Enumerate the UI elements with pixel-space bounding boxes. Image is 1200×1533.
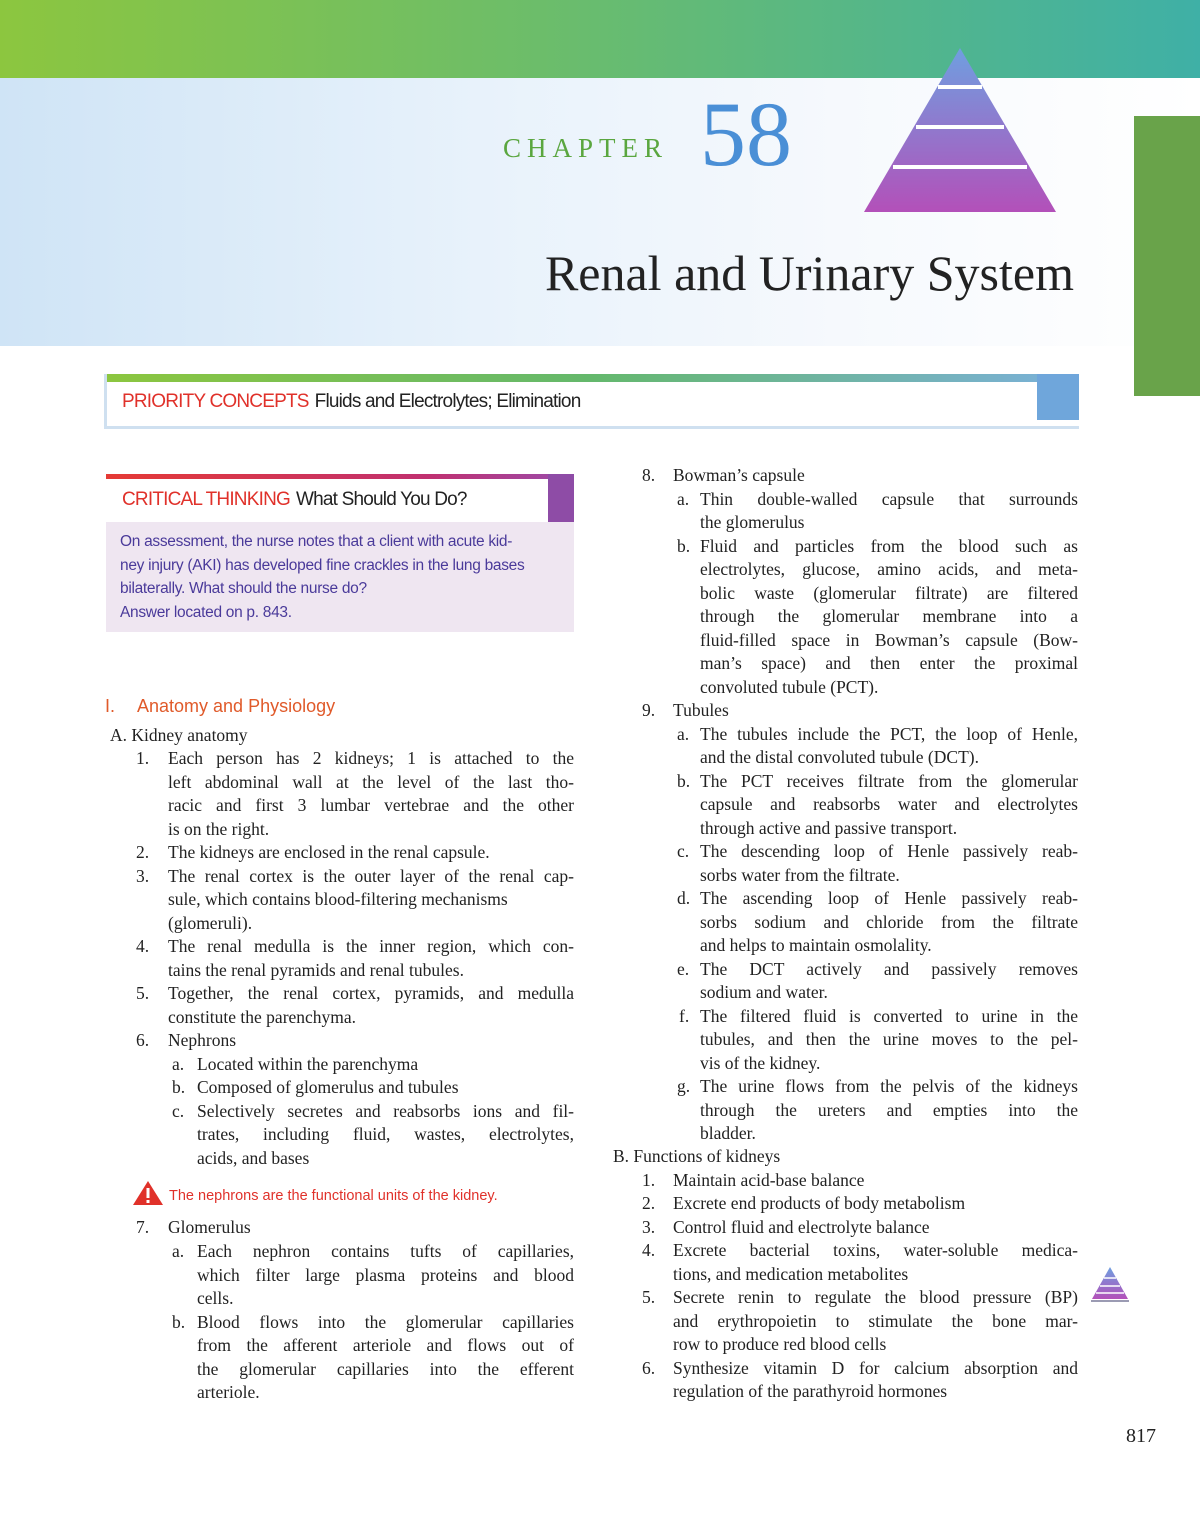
list-item: capsule and reabsorbs water and electrolytes — [700, 794, 1078, 814]
list-item: Composed of glomerulus and tubules — [197, 1077, 459, 1097]
list-item: Fluid and particles from the blood such as — [700, 536, 1078, 556]
critical-thinking-answer: Answer located on p. 843. — [120, 603, 292, 621]
list-marker: 1. — [136, 748, 150, 768]
list-marker: b. — [172, 1312, 186, 1332]
list-marker: 6. — [136, 1030, 150, 1050]
page-number: 817 — [1126, 1425, 1156, 1447]
critical-thinking-box — [106, 474, 574, 632]
list-item: Nephrons — [168, 1030, 237, 1050]
list-marker: a. — [677, 724, 690, 744]
list-item: tains the renal pyramids and renal tubules. — [168, 960, 464, 980]
list-item: (glomeruli). — [168, 913, 253, 933]
list-item: electrolytes, glucose, amino acids, and meta- — [700, 559, 1078, 579]
list-marker: d. — [677, 888, 691, 908]
list-item: sodium and water. — [700, 982, 828, 1002]
list-item: Secrete renin to regulate the blood pressure (BP) — [673, 1287, 1078, 1307]
list-item: bladder. — [700, 1123, 756, 1143]
list-item: the glomerular capillaries into the efferent — [197, 1359, 574, 1379]
list-marker: 5. — [136, 983, 150, 1003]
list-item: tubules, and then the urine moves to the pel- — [700, 1029, 1078, 1049]
list-item: and helps to maintain osmolality. — [700, 935, 932, 955]
list-marker: b. — [677, 771, 691, 791]
chapter-side-tab — [1134, 116, 1200, 396]
list-item: The urine flows from the pelvis of the kidneys — [700, 1076, 1078, 1096]
list-item: The tubules include the PCT, the loop of Henle, — [700, 724, 1078, 744]
list-item: Excrete bacterial toxins, water-soluble medica- — [673, 1240, 1078, 1260]
list-marker: b. — [172, 1077, 186, 1097]
list-item: Each person has 2 kidneys; 1 is attached to the — [168, 748, 574, 768]
chapter-label: CHAPTER — [503, 133, 669, 163]
list-item: Maintain acid-base balance — [673, 1170, 865, 1190]
pyramid-icon — [860, 44, 1060, 216]
list-marker: 9. — [642, 700, 656, 720]
list-item: Located within the parenchyma — [197, 1054, 419, 1074]
list-item: regulation of the parathyroid hormones — [673, 1381, 948, 1401]
priority-concepts-value: Fluids and Electrolytes; Elimination — [314, 391, 581, 412]
list-marker: c. — [172, 1101, 185, 1121]
priority-pyramid-icon — [1091, 1266, 1129, 1302]
section-heading: I. Anatomy and Physiology — [105, 696, 336, 716]
critical-thinking-label: CRITICAL THINKING — [122, 489, 290, 510]
list-marker: 3. — [136, 866, 150, 886]
list-item: sorbs sodium and chloride from the filtrate — [700, 912, 1078, 932]
list-item: vis of the kidney. — [700, 1053, 821, 1073]
list-item: which filter large plasma proteins and blood — [197, 1265, 574, 1285]
list-item: tions, and medication metabolites — [673, 1264, 909, 1284]
list-marker: 3. — [642, 1217, 656, 1237]
list-marker: 4. — [136, 936, 150, 956]
list-item: The kidneys are enclosed in the renal capsule. — [168, 842, 490, 862]
list-marker: 7. — [136, 1217, 150, 1237]
list-item: The renal medulla is the inner region, which con- — [168, 936, 574, 956]
list-item: from the afferent arteriole and flows out of — [197, 1335, 574, 1355]
list-item: through the ureters and empties into the — [700, 1100, 1078, 1120]
list-item: The renal cortex is the outer layer of the renal cap- — [168, 866, 574, 886]
list-marker: f. — [679, 1006, 690, 1026]
list-item: row to produce red blood cells — [673, 1334, 887, 1354]
list-marker: a. — [172, 1054, 185, 1074]
list-marker: 6. — [642, 1358, 656, 1378]
list-item: arteriole. — [197, 1382, 260, 1402]
list-item: Selectively secretes and reabsorbs ions and fil- — [197, 1101, 574, 1121]
list-item: cells. — [197, 1288, 234, 1308]
list-item: Thin double-walled capsule that surrounds — [700, 489, 1078, 509]
chapter-number: 58 — [700, 83, 792, 185]
list-marker: 8. — [642, 465, 656, 485]
list-marker: c. — [677, 841, 690, 861]
list-item: and the distal convoluted tubule (DCT). — [700, 747, 979, 767]
list-marker: 2. — [642, 1193, 656, 1213]
list-item: Control fluid and electrolyte balance — [673, 1217, 930, 1237]
nephron-note: The nephrons are the functional units of the kidney. — [132, 1180, 498, 1206]
list-item: A. Kidney anatomy — [110, 725, 248, 745]
list-item: B. Functions of kidneys — [613, 1146, 781, 1166]
list-item: The ascending loop of Henle passively reab- — [700, 888, 1078, 908]
list-marker: e. — [677, 959, 690, 979]
list-item: Tubules — [673, 700, 729, 720]
list-marker: 5. — [642, 1287, 656, 1307]
list-item: Bowman’s capsule — [673, 465, 805, 485]
list-item: through active and passive transport. — [700, 818, 958, 838]
list-marker: 4. — [642, 1240, 656, 1260]
list-item: trates, including fluid, wastes, electrolytes, — [197, 1124, 574, 1144]
chapter-title: Renal and Urinary System — [544, 245, 1074, 301]
list-item: The DCT actively and passively removes — [700, 959, 1078, 979]
list-item: sorbs water from the filtrate. — [700, 865, 900, 885]
list-marker: g. — [677, 1076, 691, 1096]
list-marker: 1. — [642, 1170, 656, 1190]
list-item: man’s space) and then enter the proximal — [700, 653, 1078, 673]
critical-thinking-text: On assessment, the nurse notes that a client with acute kid- ney injury (AKI) has developed fine crackles in the lung bases bilaterally. What should the nurse do? Answer located on p. 843. — [120, 530, 564, 624]
warning-icon — [132, 1180, 164, 1206]
list-marker: a. — [172, 1241, 185, 1261]
list-item: through the glomerular membrane into a — [700, 606, 1078, 626]
list-item: racic and first 3 lumbar vertebrae and the other — [168, 795, 574, 815]
list-marker: a. — [677, 489, 690, 509]
priority-concepts-bar — [104, 374, 1079, 429]
list-item: The PCT receives filtrate from the glomerular — [700, 771, 1078, 791]
list-marker: b. — [677, 536, 691, 556]
list-item: The filtered fluid is converted to urine in the — [700, 1006, 1078, 1026]
list-item: Excrete end products of body metabolism — [673, 1193, 966, 1213]
list-item: Glomerulus — [168, 1217, 251, 1237]
list-item: Blood flows into the glomerular capillaries — [197, 1312, 574, 1332]
list-item: convoluted tubule (PCT). — [700, 677, 879, 697]
list-item: constitute the parenchyma. — [168, 1007, 357, 1027]
list-item: is on the right. — [168, 819, 270, 839]
list-item: sule, which contains blood-filtering mechanisms — [168, 889, 508, 909]
list-item: the glomerulus — [700, 512, 805, 532]
list-item: Together, the renal cortex, pyramids, and medulla — [168, 983, 574, 1003]
list-item: Synthesize vitamin D for calcium absorption and — [673, 1358, 1078, 1378]
list-item: acids, and bases — [197, 1148, 310, 1168]
list-item: The descending loop of Henle passively reab- — [700, 841, 1078, 861]
critical-thinking-subtitle: What Should You Do? — [295, 489, 467, 510]
list-item: Each nephron contains tufts of capillaries, — [197, 1241, 574, 1261]
list-marker: 2. — [136, 842, 150, 862]
list-item: fluid-filled space in Bowman’s capsule (Bow- — [700, 630, 1078, 650]
list-item: bolic waste (glomerular filtrate) are filtered — [700, 583, 1078, 603]
priority-concepts-label: PRIORITY CONCEPTS — [122, 391, 309, 412]
list-item: left abdominal wall at the level of the last tho- — [168, 772, 574, 792]
list-item: and erythropoietin to stimulate the bone mar- — [673, 1311, 1078, 1331]
